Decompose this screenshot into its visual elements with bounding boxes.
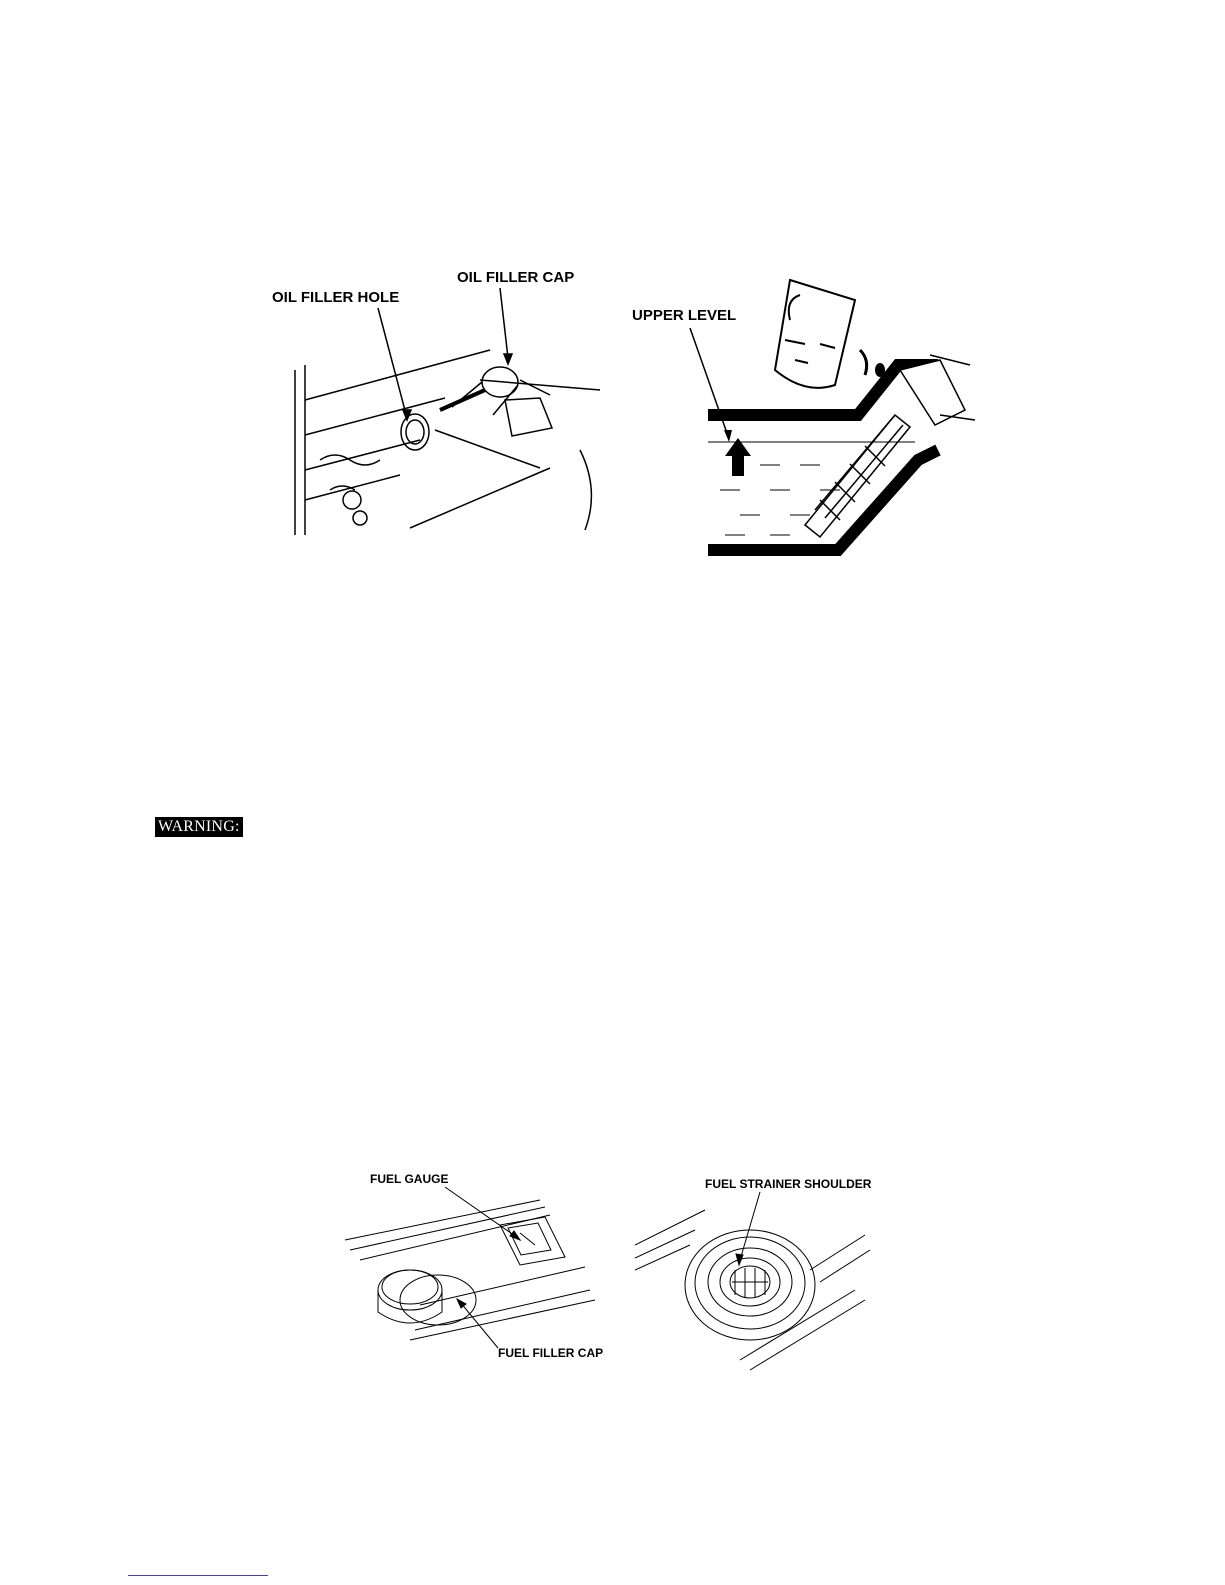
fuel-gauge-label: FUEL GAUGE: [370, 1172, 449, 1186]
upper-level-label: UPPER LEVEL: [632, 307, 737, 324]
fuel-filler-illustration: [340, 1165, 620, 1370]
fuel-strainer-shoulder-label: FUEL STRAINER SHOULDER: [705, 1177, 872, 1191]
footer-link-line: [128, 1575, 268, 1576]
oil-filler-hole-label: OIL FILLER HOLE: [272, 289, 400, 306]
warning-label: WARNING:: [155, 817, 243, 837]
fuel-filler-cap-label: FUEL FILLER CAP: [498, 1346, 604, 1360]
oil-level-illustration: [630, 260, 1000, 560]
oil-filler-illustration: [260, 260, 620, 550]
fuel-strainer-illustration: [630, 1170, 900, 1375]
oil-filler-cap-label: OIL FILLER CAP: [457, 269, 575, 286]
